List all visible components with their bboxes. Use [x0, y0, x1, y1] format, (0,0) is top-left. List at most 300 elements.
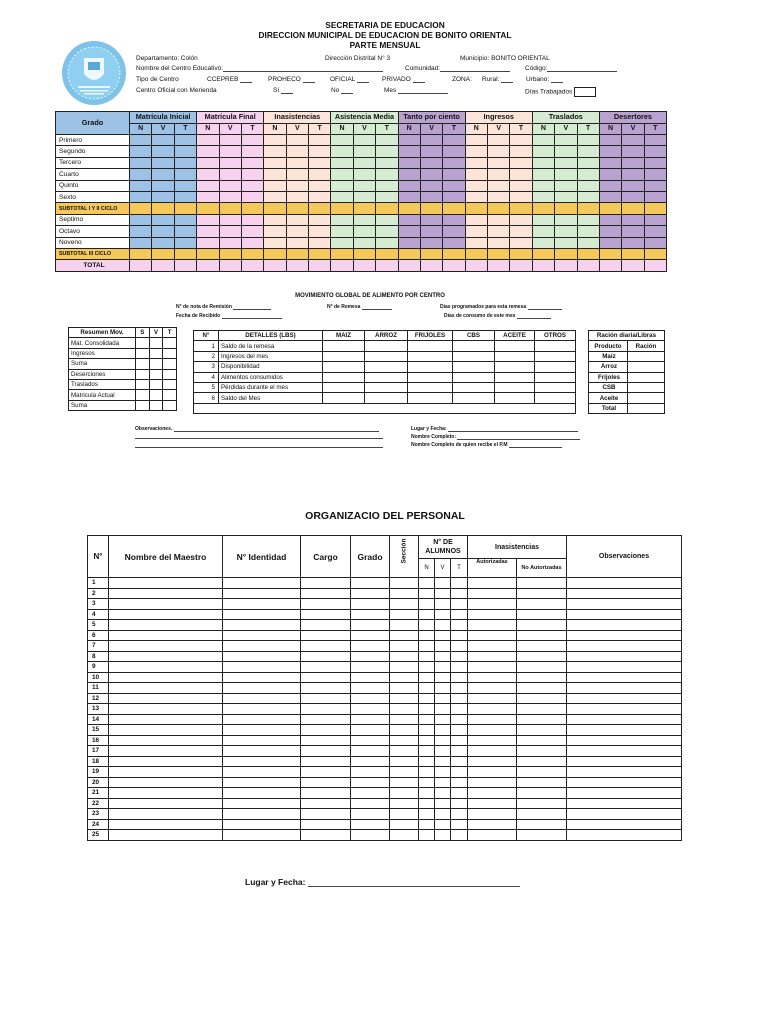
staff-cell[interactable] — [223, 819, 301, 830]
staff-cell[interactable] — [517, 609, 567, 620]
staff-cell[interactable] — [109, 767, 223, 778]
staff-cell[interactable] — [451, 819, 468, 830]
data-cell[interactable] — [577, 191, 599, 202]
data-cell[interactable] — [577, 214, 599, 225]
data-cell[interactable] — [219, 214, 241, 225]
staff-cell[interactable] — [351, 746, 390, 757]
staff-cell[interactable] — [435, 777, 451, 788]
staff-cell[interactable] — [419, 651, 435, 662]
staff-cell[interactable] — [301, 578, 351, 589]
data-cell[interactable] — [130, 214, 152, 225]
staff-cell[interactable] — [468, 830, 517, 841]
detalles-cell[interactable] — [453, 382, 495, 392]
staff-cell[interactable] — [351, 641, 390, 652]
data-cell[interactable] — [644, 135, 666, 146]
staff-cell[interactable] — [468, 641, 517, 652]
data-cell[interactable] — [465, 135, 487, 146]
detalles-cell[interactable] — [495, 362, 535, 372]
staff-cell[interactable] — [223, 630, 301, 641]
staff-cell[interactable] — [301, 588, 351, 599]
data-cell[interactable] — [443, 214, 465, 225]
detalles-cell[interactable] — [535, 351, 576, 361]
data-cell[interactable] — [443, 226, 465, 237]
data-cell[interactable] — [309, 237, 331, 248]
data-cell[interactable] — [443, 135, 465, 146]
data-cell[interactable] — [532, 146, 554, 157]
staff-cell[interactable] — [390, 819, 419, 830]
resumen-cell[interactable] — [149, 338, 163, 348]
staff-cell[interactable] — [419, 767, 435, 778]
racion-cell[interactable] — [628, 351, 665, 361]
staff-cell[interactable] — [517, 725, 567, 736]
resumen-cell[interactable] — [149, 359, 163, 369]
data-cell[interactable] — [376, 146, 398, 157]
staff-cell[interactable] — [468, 578, 517, 589]
data-cell[interactable] — [241, 180, 263, 191]
staff-cell[interactable] — [468, 662, 517, 673]
data-cell[interactable] — [219, 180, 241, 191]
data-cell[interactable] — [532, 180, 554, 191]
data-cell[interactable] — [555, 214, 577, 225]
staff-cell[interactable] — [419, 609, 435, 620]
data-cell[interactable] — [622, 226, 644, 237]
detalles-cell[interactable] — [365, 382, 408, 392]
detalles-cell[interactable] — [453, 341, 495, 351]
data-cell[interactable] — [465, 203, 487, 214]
data-cell[interactable] — [420, 191, 442, 202]
data-cell[interactable] — [353, 191, 375, 202]
data-cell[interactable] — [309, 260, 331, 271]
data-cell[interactable] — [264, 135, 286, 146]
staff-cell[interactable] — [468, 609, 517, 620]
data-cell[interactable] — [241, 157, 263, 168]
data-cell[interactable] — [130, 191, 152, 202]
staff-cell[interactable] — [390, 704, 419, 715]
staff-cell[interactable] — [419, 798, 435, 809]
staff-cell[interactable] — [517, 819, 567, 830]
detalles-cell[interactable] — [495, 393, 535, 403]
lugar-fecha-field[interactable] — [245, 877, 520, 887]
data-cell[interactable] — [130, 169, 152, 180]
staff-cell[interactable] — [390, 609, 419, 620]
staff-cell[interactable] — [351, 672, 390, 683]
detalles-cell[interactable] — [495, 341, 535, 351]
staff-cell[interactable] — [301, 798, 351, 809]
staff-cell[interactable] — [351, 620, 390, 631]
detalles-cell[interactable] — [365, 351, 408, 361]
staff-cell[interactable] — [517, 683, 567, 694]
fecha-recibido-field[interactable] — [176, 313, 282, 319]
observaciones-line-3[interactable] — [135, 447, 383, 448]
data-cell[interactable] — [577, 146, 599, 157]
data-cell[interactable] — [532, 157, 554, 168]
mes-field[interactable] — [384, 87, 448, 94]
data-cell[interactable] — [309, 157, 331, 168]
data-cell[interactable] — [219, 191, 241, 202]
data-cell[interactable] — [443, 260, 465, 271]
staff-cell[interactable] — [451, 609, 468, 620]
staff-cell[interactable] — [451, 641, 468, 652]
staff-cell[interactable] — [567, 651, 682, 662]
data-cell[interactable] — [577, 248, 599, 259]
data-cell[interactable] — [398, 191, 420, 202]
staff-cell[interactable] — [419, 819, 435, 830]
data-cell[interactable] — [398, 214, 420, 225]
staff-cell[interactable] — [301, 777, 351, 788]
data-cell[interactable] — [398, 157, 420, 168]
data-cell[interactable] — [152, 146, 174, 157]
staff-cell[interactable] — [109, 641, 223, 652]
staff-cell[interactable] — [301, 756, 351, 767]
staff-cell[interactable] — [351, 683, 390, 694]
data-cell[interactable] — [353, 169, 375, 180]
data-cell[interactable] — [264, 260, 286, 271]
data-cell[interactable] — [465, 226, 487, 237]
staff-cell[interactable] — [567, 683, 682, 694]
staff-cell[interactable] — [468, 809, 517, 820]
data-cell[interactable] — [644, 203, 666, 214]
staff-cell[interactable] — [468, 735, 517, 746]
data-cell[interactable] — [443, 180, 465, 191]
data-cell[interactable] — [264, 203, 286, 214]
staff-cell[interactable] — [351, 588, 390, 599]
staff-cell[interactable] — [223, 746, 301, 757]
data-cell[interactable] — [622, 146, 644, 157]
data-cell[interactable] — [532, 203, 554, 214]
data-cell[interactable] — [622, 214, 644, 225]
data-cell[interactable] — [555, 191, 577, 202]
staff-cell[interactable] — [419, 714, 435, 725]
data-cell[interactable] — [174, 203, 196, 214]
staff-cell[interactable] — [435, 599, 451, 610]
data-cell[interactable] — [465, 237, 487, 248]
data-cell[interactable] — [353, 135, 375, 146]
staff-cell[interactable] — [351, 662, 390, 673]
data-cell[interactable] — [353, 157, 375, 168]
staff-cell[interactable] — [301, 830, 351, 841]
staff-cell[interactable] — [419, 756, 435, 767]
staff-cell[interactable] — [351, 756, 390, 767]
staff-cell[interactable] — [567, 798, 682, 809]
data-cell[interactable] — [420, 237, 442, 248]
data-cell[interactable] — [532, 248, 554, 259]
staff-cell[interactable] — [301, 651, 351, 662]
staff-cell[interactable] — [223, 641, 301, 652]
data-cell[interactable] — [353, 226, 375, 237]
staff-cell[interactable] — [468, 777, 517, 788]
staff-cell[interactable] — [435, 798, 451, 809]
data-cell[interactable] — [599, 180, 621, 191]
data-cell[interactable] — [353, 237, 375, 248]
data-cell[interactable] — [510, 260, 532, 271]
data-cell[interactable] — [353, 180, 375, 191]
staff-cell[interactable] — [419, 788, 435, 799]
resumen-cell[interactable] — [163, 379, 177, 389]
staff-cell[interactable] — [517, 672, 567, 683]
staff-cell[interactable] — [419, 693, 435, 704]
data-cell[interactable] — [532, 260, 554, 271]
staff-cell[interactable] — [517, 588, 567, 599]
staff-cell[interactable] — [390, 651, 419, 662]
staff-cell[interactable] — [567, 725, 682, 736]
data-cell[interactable] — [532, 135, 554, 146]
data-cell[interactable] — [331, 248, 353, 259]
staff-cell[interactable] — [567, 746, 682, 757]
data-cell[interactable] — [286, 180, 308, 191]
data-cell[interactable] — [443, 169, 465, 180]
staff-cell[interactable] — [451, 746, 468, 757]
data-cell[interactable] — [443, 191, 465, 202]
staff-cell[interactable] — [419, 704, 435, 715]
data-cell[interactable] — [443, 146, 465, 157]
data-cell[interactable] — [577, 135, 599, 146]
staff-cell[interactable] — [390, 672, 419, 683]
data-cell[interactable] — [197, 226, 219, 237]
data-cell[interactable] — [644, 237, 666, 248]
data-cell[interactable] — [599, 237, 621, 248]
data-cell[interactable] — [174, 180, 196, 191]
staff-cell[interactable] — [567, 620, 682, 631]
data-cell[interactable] — [152, 260, 174, 271]
data-cell[interactable] — [286, 226, 308, 237]
staff-cell[interactable] — [351, 599, 390, 610]
data-cell[interactable] — [197, 146, 219, 157]
data-cell[interactable] — [577, 157, 599, 168]
codigo-field[interactable] — [525, 65, 617, 72]
data-cell[interactable] — [644, 146, 666, 157]
staff-cell[interactable] — [451, 693, 468, 704]
staff-cell[interactable] — [451, 683, 468, 694]
privado-field[interactable] — [382, 76, 425, 83]
staff-cell[interactable] — [567, 693, 682, 704]
resumen-cell[interactable] — [149, 379, 163, 389]
nombre-recibe-field[interactable] — [411, 442, 562, 448]
data-cell[interactable] — [130, 146, 152, 157]
staff-cell[interactable] — [468, 651, 517, 662]
detalles-cell[interactable] — [453, 372, 495, 382]
data-cell[interactable] — [376, 135, 398, 146]
staff-cell[interactable] — [109, 672, 223, 683]
staff-cell[interactable] — [301, 609, 351, 620]
staff-cell[interactable] — [517, 809, 567, 820]
urbano-field[interactable] — [526, 76, 563, 83]
data-cell[interactable] — [152, 237, 174, 248]
data-cell[interactable] — [286, 260, 308, 271]
detalles-cell[interactable] — [365, 341, 408, 351]
data-cell[interactable] — [197, 248, 219, 259]
staff-cell[interactable] — [451, 767, 468, 778]
staff-cell[interactable] — [109, 693, 223, 704]
staff-cell[interactable] — [567, 704, 682, 715]
data-cell[interactable] — [331, 180, 353, 191]
data-cell[interactable] — [376, 248, 398, 259]
observaciones-field[interactable] — [135, 426, 379, 432]
data-cell[interactable] — [264, 226, 286, 237]
data-cell[interactable] — [599, 226, 621, 237]
staff-cell[interactable] — [351, 777, 390, 788]
data-cell[interactable] — [510, 214, 532, 225]
data-cell[interactable] — [286, 203, 308, 214]
data-cell[interactable] — [510, 248, 532, 259]
racion-cell[interactable] — [628, 382, 665, 392]
staff-cell[interactable] — [223, 788, 301, 799]
staff-cell[interactable] — [223, 714, 301, 725]
data-cell[interactable] — [309, 135, 331, 146]
staff-cell[interactable] — [451, 662, 468, 673]
nombre-completo-field[interactable] — [411, 434, 580, 440]
staff-cell[interactable] — [517, 704, 567, 715]
data-cell[interactable] — [577, 203, 599, 214]
data-cell[interactable] — [331, 226, 353, 237]
detalles-cell[interactable] — [453, 362, 495, 372]
detalles-cell[interactable] — [535, 362, 576, 372]
staff-cell[interactable] — [468, 788, 517, 799]
staff-cell[interactable] — [301, 767, 351, 778]
data-cell[interactable] — [264, 157, 286, 168]
data-cell[interactable] — [174, 248, 196, 259]
staff-cell[interactable] — [351, 609, 390, 620]
staff-cell[interactable] — [435, 767, 451, 778]
data-cell[interactable] — [465, 146, 487, 157]
staff-cell[interactable] — [468, 767, 517, 778]
nota-remision-field[interactable] — [176, 304, 271, 310]
data-cell[interactable] — [510, 237, 532, 248]
staff-cell[interactable] — [301, 662, 351, 673]
staff-cell[interactable] — [567, 588, 682, 599]
data-cell[interactable] — [219, 203, 241, 214]
proheco-field[interactable] — [268, 76, 315, 83]
data-cell[interactable] — [331, 203, 353, 214]
dias-programados-field[interactable] — [440, 304, 562, 310]
staff-cell[interactable] — [419, 672, 435, 683]
staff-cell[interactable] — [351, 630, 390, 641]
staff-cell[interactable] — [301, 809, 351, 820]
staff-cell[interactable] — [468, 672, 517, 683]
detalles-cell[interactable] — [323, 393, 365, 403]
data-cell[interactable] — [331, 191, 353, 202]
staff-cell[interactable] — [390, 683, 419, 694]
resumen-cell[interactable] — [136, 369, 150, 379]
resumen-cell[interactable] — [149, 400, 163, 410]
staff-cell[interactable] — [301, 788, 351, 799]
staff-cell[interactable] — [390, 777, 419, 788]
data-cell[interactable] — [443, 248, 465, 259]
detalles-cell[interactable] — [495, 351, 535, 361]
staff-cell[interactable] — [419, 620, 435, 631]
data-cell[interactable] — [420, 226, 442, 237]
staff-cell[interactable] — [390, 735, 419, 746]
data-cell[interactable] — [599, 157, 621, 168]
data-cell[interactable] — [130, 180, 152, 191]
staff-cell[interactable] — [223, 620, 301, 631]
staff-cell[interactable] — [390, 714, 419, 725]
data-cell[interactable] — [599, 260, 621, 271]
data-cell[interactable] — [622, 260, 644, 271]
data-cell[interactable] — [219, 237, 241, 248]
data-cell[interactable] — [510, 191, 532, 202]
staff-cell[interactable] — [301, 641, 351, 652]
rural-field[interactable] — [482, 76, 513, 83]
data-cell[interactable] — [219, 260, 241, 271]
data-cell[interactable] — [465, 157, 487, 168]
data-cell[interactable] — [420, 260, 442, 271]
data-cell[interactable] — [622, 157, 644, 168]
staff-cell[interactable] — [223, 767, 301, 778]
data-cell[interactable] — [241, 191, 263, 202]
data-cell[interactable] — [398, 226, 420, 237]
data-cell[interactable] — [286, 135, 308, 146]
staff-cell[interactable] — [351, 798, 390, 809]
data-cell[interactable] — [532, 237, 554, 248]
data-cell[interactable] — [197, 135, 219, 146]
data-cell[interactable] — [152, 157, 174, 168]
data-cell[interactable] — [197, 191, 219, 202]
staff-cell[interactable] — [223, 588, 301, 599]
data-cell[interactable] — [286, 191, 308, 202]
data-cell[interactable] — [465, 248, 487, 259]
data-cell[interactable] — [420, 248, 442, 259]
staff-cell[interactable] — [435, 819, 451, 830]
data-cell[interactable] — [286, 157, 308, 168]
staff-cell[interactable] — [435, 704, 451, 715]
staff-cell[interactable] — [451, 798, 468, 809]
staff-cell[interactable] — [301, 620, 351, 631]
staff-cell[interactable] — [451, 756, 468, 767]
data-cell[interactable] — [510, 226, 532, 237]
racion-cell[interactable] — [628, 362, 665, 372]
data-cell[interactable] — [197, 203, 219, 214]
data-cell[interactable] — [488, 135, 510, 146]
data-cell[interactable] — [152, 214, 174, 225]
staff-cell[interactable] — [468, 714, 517, 725]
data-cell[interactable] — [264, 180, 286, 191]
data-cell[interactable] — [622, 180, 644, 191]
data-cell[interactable] — [130, 260, 152, 271]
data-cell[interactable] — [577, 237, 599, 248]
staff-cell[interactable] — [435, 609, 451, 620]
staff-cell[interactable] — [109, 578, 223, 589]
staff-cell[interactable] — [390, 746, 419, 757]
staff-cell[interactable] — [109, 630, 223, 641]
staff-cell[interactable] — [419, 777, 435, 788]
staff-cell[interactable] — [419, 641, 435, 652]
data-cell[interactable] — [420, 180, 442, 191]
staff-cell[interactable] — [390, 788, 419, 799]
staff-cell[interactable] — [351, 830, 390, 841]
data-cell[interactable] — [309, 203, 331, 214]
staff-cell[interactable] — [567, 578, 682, 589]
staff-cell[interactable] — [468, 798, 517, 809]
data-cell[interactable] — [622, 237, 644, 248]
staff-cell[interactable] — [301, 704, 351, 715]
detalles-cell[interactable] — [408, 372, 453, 382]
staff-cell[interactable] — [517, 788, 567, 799]
data-cell[interactable] — [376, 260, 398, 271]
staff-cell[interactable] — [435, 662, 451, 673]
data-cell[interactable] — [555, 146, 577, 157]
data-cell[interactable] — [398, 169, 420, 180]
staff-cell[interactable] — [419, 630, 435, 641]
data-cell[interactable] — [443, 237, 465, 248]
staff-cell[interactable] — [419, 725, 435, 736]
data-cell[interactable] — [286, 146, 308, 157]
data-cell[interactable] — [622, 191, 644, 202]
staff-cell[interactable] — [468, 704, 517, 715]
staff-cell[interactable] — [435, 756, 451, 767]
staff-cell[interactable] — [109, 830, 223, 841]
data-cell[interactable] — [241, 214, 263, 225]
staff-cell[interactable] — [468, 746, 517, 757]
